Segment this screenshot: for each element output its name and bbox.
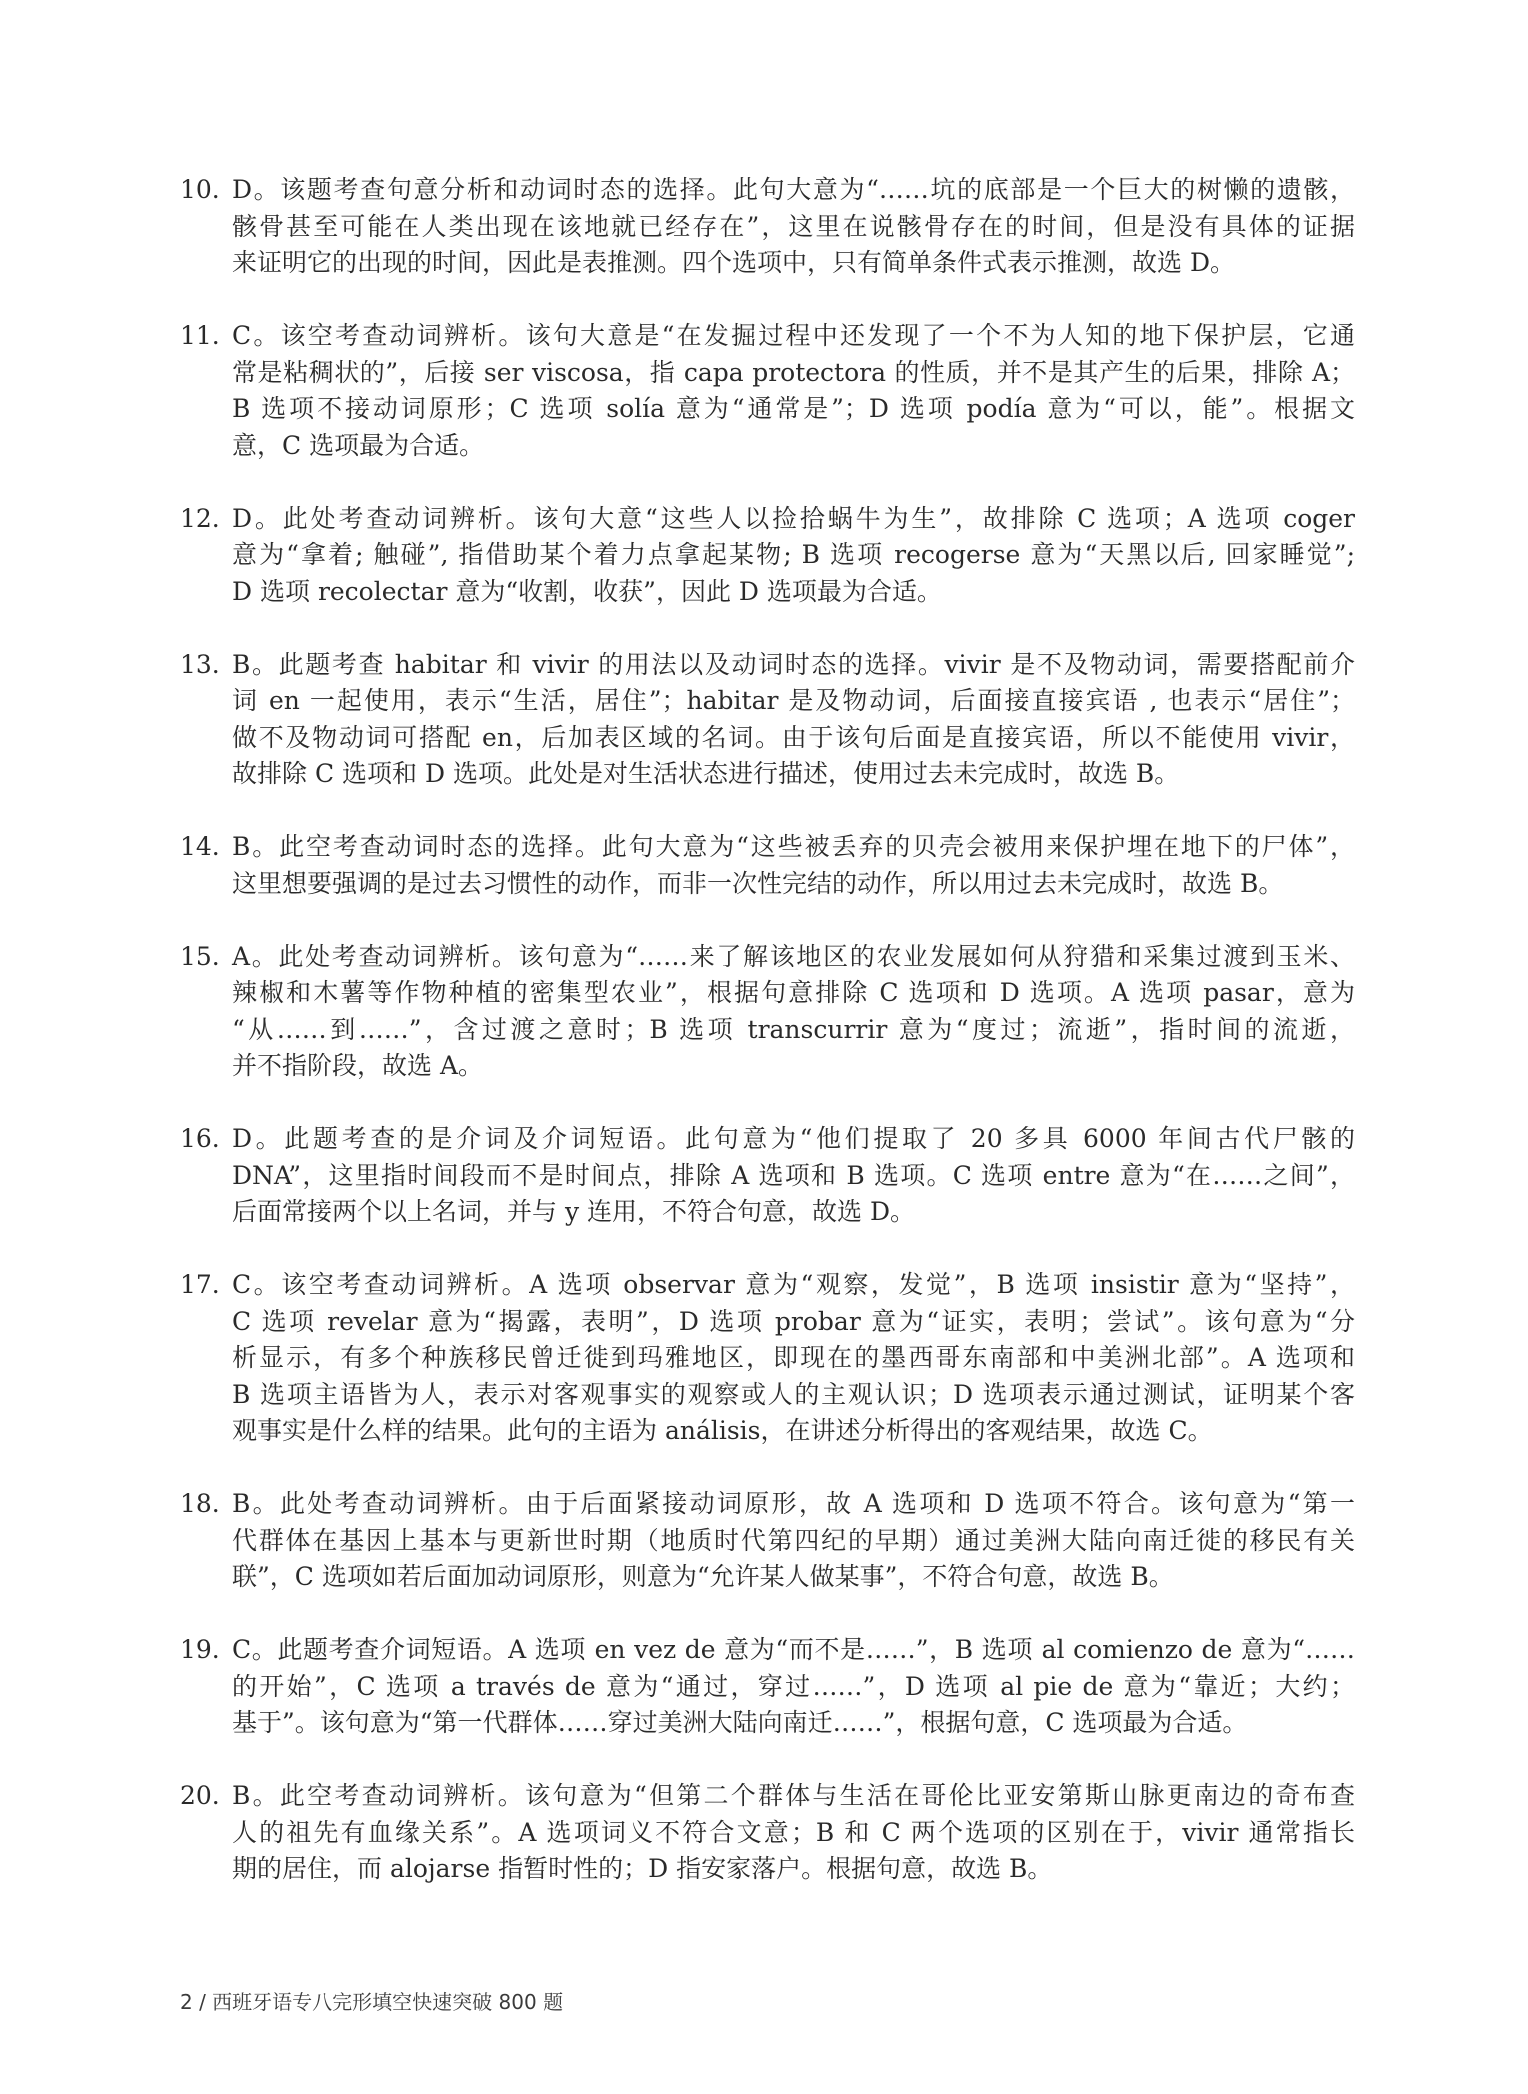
answer-item	[180, 172, 1355, 282]
answer-item	[180, 1632, 1355, 1742]
item-number: 11.	[180, 321, 220, 350]
text-line: D。该题考查句意分析和动词时态的选择。此句大意为“……坑的底部是一个巨大的树懒的遗骸，	[232, 175, 1355, 204]
text-line: 人的祖先有血缘关系”。A 选项词义不符合文意；B 和 C 两个选项的区别在于，vivir 通常指长	[232, 1817, 1355, 1847]
text-line: 骸骨甚至可能在人类出现在该地就已经存在”，这里在说骸骨存在的时间，但是没有具体的证据	[232, 211, 1355, 241]
item-text	[232, 1778, 1355, 1888]
text-line: 基于”。该句意为“第一代群体……穿过美洲大陆向南迁……”，根据句意，C 选项最为合适。	[232, 1708, 1248, 1737]
text-line: B 选项主语皆为人，表示对客观事实的观察或人的主观认识；D 选项表示通过测试，证明某个客	[232, 1379, 1355, 1409]
text-line: 的开始”，C 选项 a través de 意为“通过，穿过……”，D 选项 al pie de 意为“靠近；大约；	[232, 1671, 1355, 1701]
text-line: 意，C 选项最为合适。	[232, 430, 485, 460]
text-line: B。此空考查动词时态的选择。此句大意为“这些被丢弃的贝壳会被用来保护埋在地下的尸体”，	[232, 832, 1355, 861]
item-text	[232, 1486, 1355, 1596]
text-line: 后面常接两个以上名词，并与 y 连用，不符合句意，故选 D。	[232, 1197, 916, 1226]
text-line: D 选项 recolectar 意为“收割，收获”，因此 D 选项最为合适。	[232, 576, 942, 606]
answer-item	[180, 501, 1355, 611]
text-line: DNA”，这里指时间段而不是时间点，排除 A 选项和 B 选项。C 选项 entre 意为“在……之间”，	[232, 1160, 1355, 1190]
text-line: 联”，C 选项如若后面加动词原形，则意为“允许某人做某事”，不符合句意，故选 B。	[232, 1562, 1174, 1591]
text-line: 析显示，有多个种族移民曾迁徙到玛雅地区，即现在的墨西哥东南部和中美洲北部”。A 选项和	[232, 1343, 1355, 1372]
text-line: 期的居住，而 alojarse 指暂时性的；D 指安家落户。根据句意，故选 B。	[232, 1854, 1053, 1883]
answer-explanations	[180, 172, 1355, 1924]
text-line: 观事实是什么样的结果。此句的主语为 análisis，在讲述分析得出的客观结果，故选 C。	[232, 1416, 1213, 1445]
answer-item	[180, 1778, 1355, 1888]
text-line: 做不及物动词可搭配 en，后加表区域的名词。由于该句后面是直接宾语，所以不能使用 vivir，	[232, 722, 1355, 752]
item-text	[232, 939, 1355, 1085]
item-number: 16.	[180, 1124, 220, 1153]
text-line: B。此空考查动词辨析。该句意为“但第二个群体与生活在哥伦比亚安第斯山脉更南边的奇布查	[232, 1781, 1355, 1810]
item-text	[232, 1632, 1355, 1742]
text-line: 来证明它的出现的时间，因此是表推测。四个选项中，只有简单条件式表示推测，故选 D。	[232, 248, 1235, 277]
text-line: C。此题考查介词短语。A 选项 en vez de 意为“而不是……”，B 选项 al comienzo de 意为“……	[232, 1635, 1355, 1664]
item-number: 13.	[180, 649, 220, 679]
text-line: 这里想要强调的是过去习惯性的动作，而非一次性完结的动作，所以用过去未完成时，故选 B。	[232, 868, 1284, 898]
answer-item	[180, 1267, 1355, 1450]
text-line: “从……到……”，含过渡之意时；B 选项 transcurrir 意为“度过；流逝”，指时间的流逝，	[232, 1014, 1355, 1044]
item-number: 18.	[180, 1489, 220, 1518]
text-line: 辣椒和木薯等作物种植的密集型农业”，根据句意排除 C 选项和 D 选项。A 选项 pasar，意为	[232, 978, 1355, 1007]
item-number: 10.	[180, 175, 220, 204]
item-number: 12.	[180, 503, 220, 533]
text-line: 意为“拿着; 触碰”, 指借助某个着力点拿起某物; B 选项 recogerse 意为“天黑以后, 回家睡觉”;	[232, 540, 1355, 569]
item-number: 20.	[180, 1781, 220, 1810]
text-line: B。此处考查动词辨析。由于后面紧接动词原形，故 A 选项和 D 选项不符合。该句意为“第一	[232, 1489, 1355, 1518]
text-line: 并不指阶段，故选 A。	[232, 1051, 484, 1080]
answer-item	[180, 647, 1355, 793]
item-number: 17.	[180, 1270, 220, 1299]
answer-item	[180, 939, 1355, 1085]
text-line: 代群体在基因上基本与更新世时期（地质时代第四纪的早期）通过美洲大陆向南迁徙的移民有关	[232, 1525, 1355, 1555]
item-number: 19.	[180, 1635, 220, 1664]
text-line: B。此题考查 habitar 和 vivir 的用法以及动词时态的选择。vivir 是不及物动词，需要搭配前介	[232, 649, 1355, 679]
text-line: C。该空考查动词辨析。A 选项 observar 意为“观察，发觉”，B 选项 insistir 意为“坚持”，	[232, 1270, 1355, 1299]
item-text	[232, 647, 1355, 793]
text-line: C。该空考查动词辨析。该句大意是“在发掘过程中还发现了一个不为人知的地下保护层，它通	[232, 321, 1355, 350]
item-text	[232, 1121, 1355, 1231]
text-line: 词 en 一起使用，表示“生活，居住”；habitar 是及物动词，后面接直接宾语 , 也表示“居住”；	[232, 686, 1355, 715]
text-line: 故排除 C 选项和 D 选项。此处是对生活状态进行描述，使用过去未完成时，故选 B。	[232, 759, 1180, 788]
item-text	[232, 829, 1355, 902]
answer-item	[180, 318, 1355, 464]
item-number: 15.	[180, 941, 220, 971]
item-text	[232, 318, 1355, 464]
answer-item	[180, 829, 1355, 902]
text-line: D。此处考查动词辨析。该句大意“这些人以捡拾蜗牛为生”，故排除 C 选项；A 选项 coger	[232, 503, 1355, 533]
item-text	[232, 1267, 1355, 1450]
page-footer: 2 / 西班牙语专八完形填空快速突破 800 题	[180, 1990, 564, 2014]
item-number: 14.	[180, 832, 220, 861]
answer-item	[180, 1486, 1355, 1596]
text-line: D。此题考查的是介词及介词短语。此句意为“他们提取了 20 多具 6000 年间古代尸骸的	[232, 1124, 1355, 1153]
text-line: B 选项不接动词原形；C 选项 solía 意为“通常是”；D 选项 podía 意为“可以，能”。根据文	[232, 394, 1355, 423]
text-line: 常是粘稠状的”，后接 ser viscosa，指 capa protectora 的性质，并不是其产生的后果，排除 A；	[232, 357, 1355, 387]
answer-item	[180, 1121, 1355, 1231]
text-line: A。此处考查动词辨析。该句意为“……来了解该地区的农业发展如何从狩猎和采集过渡到玉米、	[232, 941, 1355, 971]
item-text	[232, 172, 1355, 282]
text-line: C 选项 revelar 意为“揭露，表明”，D 选项 probar 意为“证实，表明；尝试”。该句意为“分	[232, 1306, 1355, 1336]
item-text	[232, 501, 1355, 611]
